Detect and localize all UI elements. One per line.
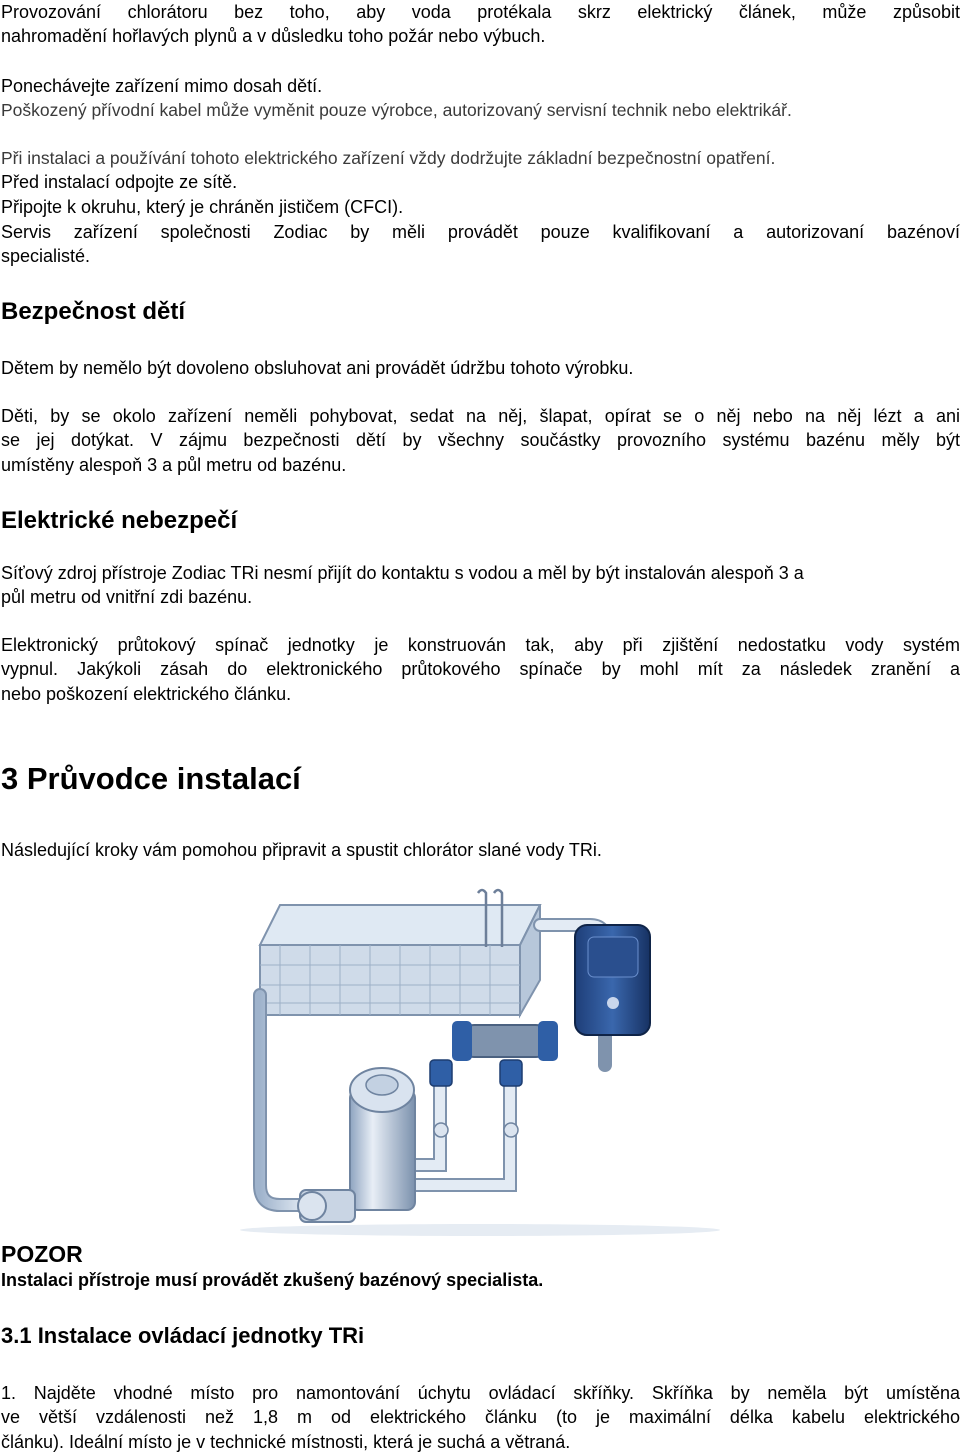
electrolytic-cell-graphic — [430, 1021, 558, 1137]
section-heading-child-safety: Bezpečnost dětí — [1, 298, 186, 325]
paragraph-line: Elektronický průtokový spínač jednotky je konstruován tak, aby při zjištění nedostatku vody systém — [1, 635, 960, 655]
paragraph-line: ve větší vzdálenosti než 1,8 m od elektrického článku (to je maximální délka kabelu elektrického — [1, 1407, 960, 1427]
filter-tank-graphic — [350, 1068, 415, 1210]
section-heading-electric: Elektrické nebezpečí — [1, 507, 238, 534]
paragraph-line: Síťový zdroj přístroje Zodiac TRi nesmí přijít do kontaktu s vodou a měl by být instalován alespoň 3 a — [1, 563, 804, 583]
paragraph-line: půl metru od vnitřní zdi bazénu. — [1, 587, 253, 607]
intro-line: Připojte k okruhu, který je chráněn jističem (CFCI). — [1, 197, 404, 217]
pool-graphic — [260, 890, 540, 1015]
warning-title: POZOR — [1, 1241, 83, 1267]
paragraph: Dětem by nemělo být dovoleno obsluhovat ani provádět údržbu tohoto výrobku. — [1, 358, 634, 378]
intro-line: Servis zařízení společnosti Zodiac by měli provádět pouze kvalifikovaní a autorizovaní bazénoví — [1, 222, 960, 242]
paragraph-line: nebo poškození elektrického článku. — [1, 684, 292, 704]
intro-line: Ponechávejte zařízení mimo dosah dětí. — [1, 76, 323, 96]
warning-text: Instalaci přístroje musí provádět zkušený bazénový specialista. — [1, 1270, 544, 1290]
paragraph-line: článku). Ideální místo je v technické místnosti, která je suchá a větraná. — [1, 1432, 571, 1452]
paragraph-line: 1. Najděte vhodné místo pro namontování úchytu ovládací skříňky. Skříňka by neměla být umístěna — [1, 1383, 960, 1403]
pump-graphic — [298, 1190, 355, 1222]
pool-installation-illustration — [220, 885, 740, 1240]
intro-line: Poškozený přívodní kabel může vyměnit pouze výrobce, autorizovaný servisní technik nebo elektrikář. — [1, 100, 792, 120]
paragraph-line: umístěny alespoň 3 a půl metru od bazénu. — [1, 455, 347, 475]
intro-line: Před instalací odpojte ze sítě. — [1, 172, 238, 192]
chapter-heading-install: 3 Průvodce instalací — [1, 761, 301, 796]
intro-line: Při instalaci a používání tohoto elektrického zařízení vždy dodržujte základní bezpečnostní opatření. — [1, 148, 776, 168]
control-unit-graphic — [575, 925, 650, 1035]
intro-line: Provozování chlorátoru bez toho, aby voda protékala skrz elektrický článek, může způsobit — [1, 2, 960, 22]
intro-line: specialisté. — [1, 246, 91, 266]
intro-line: nahromadění hořlavých plynů a v důsledku toho požár nebo výbuch. — [1, 26, 546, 46]
paragraph: Následující kroky vám pomohou připravit a spustit chlorátor slané vody TRi. — [1, 840, 602, 860]
paragraph-line: se jej dotýkat. V zájmu bezpečnosti dětí by všechny součástky provozního systému bazénu měly být — [1, 430, 960, 450]
paragraph-line: vypnul. Jakýkoli zásah do elektronického průtokového spínače by mohl mít za následek zranění a — [1, 659, 960, 679]
section-heading-3-1: 3.1 Instalace ovládací jednotky TRi — [1, 1323, 365, 1348]
paragraph-line: Děti, by se okolo zařízení neměli pohybovat, sedat na něj, šlapat, opírat se o něj nebo na něj lézt a ani — [1, 406, 960, 426]
